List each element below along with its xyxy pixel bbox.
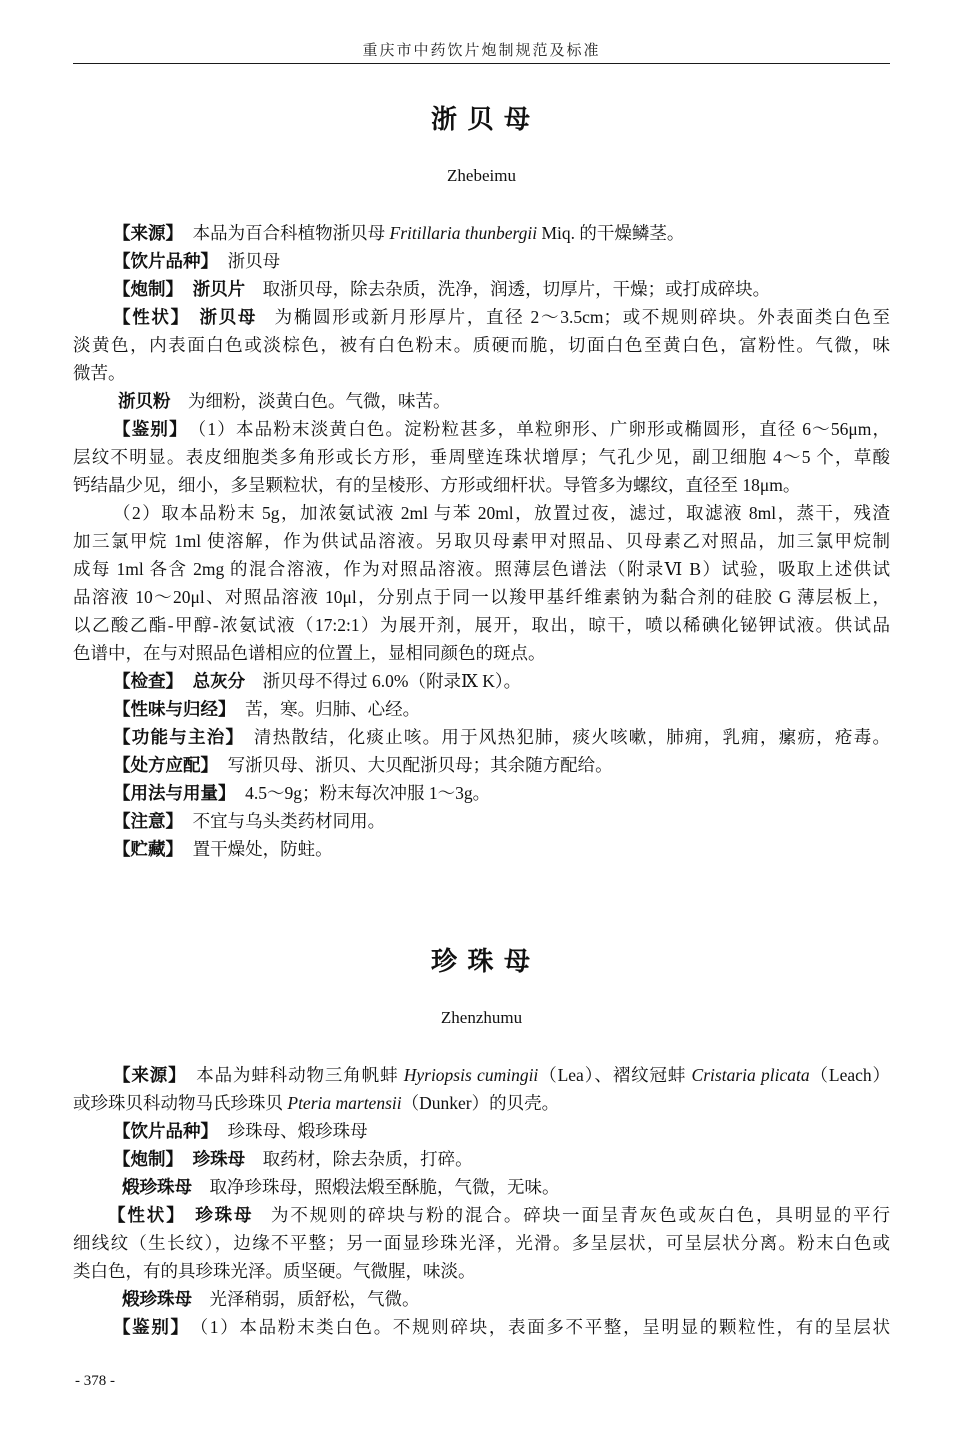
paragraph: [73, 807, 890, 835]
text-run: 取浙贝母，除去杂质，洗净，润透，切厚片，干燥；或打成碎块。: [262, 279, 771, 299]
text-line: [73, 1061, 890, 1089]
text-run: 取净珍珠母，照煅法煅至酥脆，气微，无味。: [209, 1177, 560, 1197]
text-run: 以乙酸乙酯-甲醇-浓氨试液（17:2:1）为展开剂，展开，取出，晾干，喷以稀碘化铋钾试液。供试品: [73, 615, 890, 635]
text-run: 光泽稍弱，质舒松，气微。: [209, 1289, 420, 1309]
text-line: [73, 639, 890, 667]
text-run: （2）取本品粉末 5g，加浓氨试液 2ml 与苯 20ml，放置过夜，滤过，取滤液 8ml，蒸干，残渣: [113, 503, 890, 523]
section-label: 【功能与主治】: [113, 727, 245, 747]
section-label: 浙贝母: [199, 307, 258, 327]
text-run: 浙贝母不得过 6.0%（附录Ⅸ K）。: [262, 671, 522, 691]
monograph-pinyin-name: Zhebeimu: [447, 166, 516, 185]
paragraph: [73, 387, 890, 415]
monograph: [73, 946, 890, 1341]
text-line: [73, 667, 890, 695]
scientific-name: Cristaria plicata: [691, 1065, 810, 1085]
text-line: [73, 1089, 890, 1117]
text-line: [73, 219, 890, 247]
text-run: 钙结晶少见，细小，多呈颗粒状，有的呈棱形、方形或细杆状。导管多为螺纹，直径至 18μm。: [73, 475, 801, 495]
text-run: （Leach）: [809, 1065, 891, 1085]
text-run: 本品为蚌科动物三角帆蚌: [196, 1065, 404, 1085]
header-rule: [73, 63, 890, 64]
text-line: [73, 359, 890, 387]
text-line: [73, 1201, 890, 1229]
section-label: 总灰分: [192, 671, 246, 691]
text-run: 不宜与乌头类药材同用。: [192, 811, 386, 831]
text-line: [73, 303, 890, 331]
text-line: [73, 387, 890, 415]
section-label: 【炮制】: [113, 279, 183, 299]
paragraph: [73, 247, 890, 275]
text-line: [73, 527, 890, 555]
running-header: 重庆市中药饮片炮制规范及标准: [362, 41, 601, 59]
monograph-title: 珍 珠 母: [430, 947, 532, 976]
text-line: [73, 275, 890, 303]
text-line: [73, 611, 890, 639]
scientific-name: Hyriopsis cumingii: [403, 1065, 539, 1085]
monograph-body: [73, 1061, 890, 1341]
monograph-body: [73, 219, 890, 863]
text-line: [73, 1117, 890, 1145]
paragraph: [73, 1285, 890, 1313]
paragraph: [73, 667, 890, 695]
section-label: 【来源】: [113, 223, 183, 243]
paragraph: [73, 751, 890, 779]
text-line: [73, 331, 890, 359]
text-run: 为不规则的碎块与粉的混合。碎块一面呈青灰色或灰白色，具明显的平行: [270, 1205, 891, 1225]
text-line: [73, 583, 890, 611]
text-run: 本品为百合科植物浙贝母: [192, 223, 390, 243]
text-line: [73, 1145, 890, 1173]
page-number: - 378 -: [75, 1373, 115, 1389]
text-run: 珍珠母、煅珍珠母: [227, 1121, 368, 1141]
text-run: 写浙贝母、浙贝、大贝配浙贝母；其余随方配给。: [227, 755, 613, 775]
text-run: 色谱中，在与对照品色谱相应的位置上，显相同颜色的斑点。: [73, 643, 546, 663]
section-label: 浙贝粉: [118, 391, 171, 411]
section-label: 【处方应配】: [113, 755, 218, 775]
section-label: 【性味与归经】: [113, 699, 236, 719]
text-line: [73, 1257, 890, 1285]
text-run: 置干燥处，防蛀。: [192, 839, 333, 859]
paragraph: [73, 835, 890, 863]
text-line: [73, 695, 890, 723]
paragraph: [73, 723, 890, 751]
text-line: [73, 471, 890, 499]
monograph-title: 浙 贝 母: [430, 105, 532, 134]
monograph-pinyin-name: Zhenzhumu: [440, 1008, 523, 1027]
monograph: [73, 104, 890, 863]
paragraph: [73, 275, 890, 303]
section-label: 【饮片品种】: [113, 1121, 218, 1141]
paragraph: [73, 219, 890, 247]
text-run: （1）本品粉末淡黄白色。淀粉粒甚多，单粒卵形、广卵形或椭圆形，直径 6～56μm，: [197, 419, 891, 439]
section-label: 【性状】: [113, 307, 190, 327]
paragraph: [73, 1117, 890, 1145]
text-run: 类白色，有的具珍珠光泽。质坚硬。气微腥，味淡。: [73, 1261, 476, 1281]
text-line: [73, 1285, 890, 1313]
text-run: 淡黄色，内表面白色或淡棕色，被有白色粉末。质硬而脆，切面白色至黄白色，富粉性。气微，味: [73, 335, 890, 355]
text-line: [73, 415, 890, 443]
text-run: 4.5～9g；粉末每次冲服 1～3g。: [245, 783, 491, 803]
paragraph: [73, 1201, 890, 1285]
section-label: 浙贝片: [192, 279, 246, 299]
paragraph: [73, 1313, 890, 1341]
paragraph: [73, 1173, 890, 1201]
text-run: （1）本品粉末类白色。不规则碎块，表面多不平整，呈明显的颗粒性，有的呈层状: [199, 1317, 891, 1337]
section-label: 【来源】: [113, 1065, 187, 1085]
text-line: [73, 1229, 890, 1257]
text-run: 或珍珠贝科动物马氏珍珠贝: [73, 1093, 288, 1113]
paragraph: [73, 415, 890, 499]
text-run: （Dunker）的贝壳。: [401, 1093, 560, 1113]
text-line: [73, 835, 890, 863]
text-run: 为椭圆形或新月形厚片，直径 2～3.5cm；或不规则碎块。外表面类白色至: [274, 307, 891, 327]
scientific-name: Pteria martensii: [287, 1093, 402, 1113]
text-line: [73, 1173, 890, 1201]
text-run: （Lea）、褶纹冠蚌: [538, 1065, 692, 1085]
section-label: 珍珠母: [195, 1205, 254, 1225]
text-run: 品溶液 10～20μl、对照品溶液 10μl，分别点于同一以羧甲基纤维素钠为黏合剂的硅胶 G 薄层板上，: [73, 587, 890, 607]
section-label: 【饮片品种】: [113, 251, 218, 271]
section-label: 【炮制】: [113, 1149, 183, 1169]
text-line: [73, 807, 890, 835]
text-line: [73, 443, 890, 471]
text-line: [73, 555, 890, 583]
section-label: 【鉴别】: [113, 1317, 190, 1337]
paragraph: [73, 1145, 890, 1173]
text-line: [73, 723, 890, 751]
paragraph: [73, 779, 890, 807]
scientific-name: Fritillaria thunbergii: [389, 223, 538, 243]
text-line: [73, 499, 890, 527]
text-run: 层纹不明显。表皮细胞类多角形或长方形，垂周壁连珠状增厚；气孔少见，副卫细胞 4～5 个，草酸: [73, 447, 890, 467]
paragraph: [73, 1061, 890, 1117]
text-run: 苦，寒。归肺、心经。: [245, 699, 421, 719]
text-run: 取药材，除去杂质，打碎。: [262, 1149, 473, 1169]
text-run: 细线纹（生长纹），边缘不平整；另一面显珍珠光泽，光滑。多呈层状，可呈层状分离。粉末白色或: [73, 1233, 890, 1253]
text-line: [73, 247, 890, 275]
text-run: 清热散结，化痰止咳。用于风热犯肺，痰火咳嗽，肺痈，乳痈，瘰疬，疮毒。: [253, 727, 891, 747]
text-line: [73, 751, 890, 779]
text-run: Miq. 的干燥鳞茎。: [537, 223, 685, 243]
paragraph: [73, 303, 890, 387]
section-label: 【用法与用量】: [113, 783, 236, 803]
section-label: 煅珍珠母: [122, 1289, 192, 1309]
paragraph: [73, 695, 890, 723]
text-run: 加三氯甲烷 1ml 使溶解，作为供试品溶液。另取贝母素甲对照品、贝母素乙对照品，加三氯甲烷制: [73, 531, 890, 551]
section-label: 【鉴别】: [113, 419, 188, 439]
text-line: [73, 779, 890, 807]
section-label: 【检查】: [113, 671, 183, 691]
paragraph: [73, 499, 890, 667]
text-run: 成每 1ml 各含 2mg 的混合溶液，作为对照品溶液。照薄层色谱法（附录Ⅵ B）试验，吸取上述供试: [73, 559, 890, 579]
section-label: 【贮藏】: [113, 839, 183, 859]
section-label: 珍珠母: [192, 1149, 246, 1169]
text-line: [73, 1313, 890, 1341]
section-label: 【性状】: [108, 1205, 186, 1225]
text-run: 微苦。: [73, 363, 126, 383]
section-label: 煅珍珠母: [122, 1177, 192, 1197]
text-run: 为细粉，淡黄白色。气微，味苦。: [188, 391, 451, 411]
section-label: 【注意】: [113, 811, 183, 831]
text-run: 浙贝母: [227, 251, 281, 271]
